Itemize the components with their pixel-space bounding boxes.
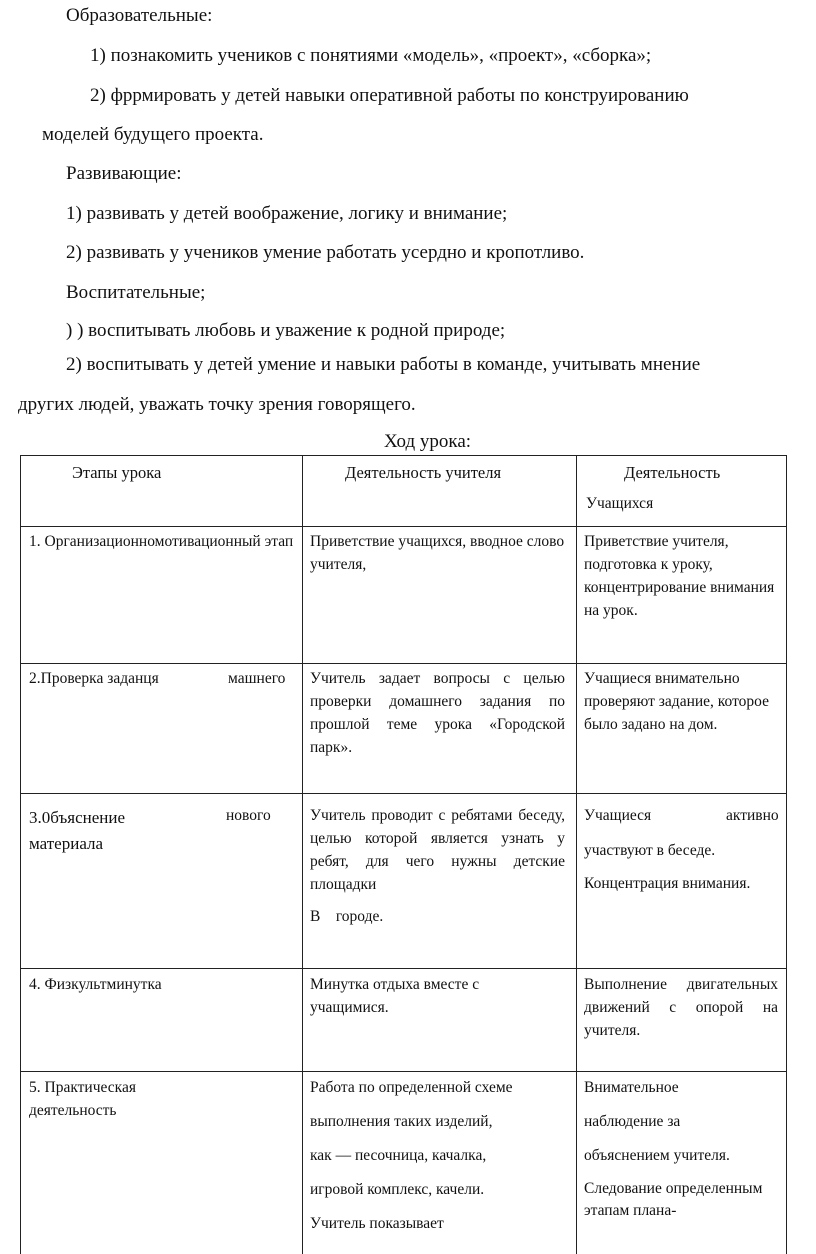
row-1-teacher: Приветствие учащихся, вводное слово учителя, xyxy=(310,533,565,573)
row-5-students-line: объяснением учителя. xyxy=(584,1147,730,1164)
row-5-teacher-line: игровой комплекс, качели. xyxy=(310,1181,485,1198)
row-2-teacher: Учитель задает вопросы с целью проверки домашнего задания по прошлой теме урока «Городской парк». xyxy=(310,670,565,756)
row-3-students-part-3: участвуют в беседе. xyxy=(584,842,716,859)
row-2-stage-part-1: 2.Проверка заданця xyxy=(29,670,159,687)
row-2-stage-part-2: машнего xyxy=(228,670,286,687)
row-1-stage: 1. Организационномотивационный этап xyxy=(29,533,294,550)
header-students-line-2: Учащихся xyxy=(586,495,654,512)
row-3-students-part-2: активно xyxy=(726,807,779,824)
row-divider-4 xyxy=(20,968,787,969)
educational-heading: Образовательные: xyxy=(66,5,213,26)
row-3-stage-part-3: материала xyxy=(29,834,104,853)
table-divider-1 xyxy=(302,455,303,1254)
row-5-teacher-line: Учитель показывает xyxy=(310,1215,444,1232)
table-border-top xyxy=(20,455,787,456)
row-divider-3 xyxy=(20,793,787,794)
row-3-stage-part-1: 3.0бъяснение xyxy=(29,808,126,827)
table-divider-2 xyxy=(576,455,577,1254)
row-5-students-line: Следование определенным этапам плана- xyxy=(584,1180,763,1219)
row-divider-2 xyxy=(20,663,787,664)
row-5-students-line: Внимательное xyxy=(584,1079,679,1096)
educational-item-1: 1) познакомить учеников с понятиями «модель», «проект», «сборка»; xyxy=(90,45,652,66)
row-1-students: Приветствие учителя, подготовка к уроку, концентрирование внимания на урок. xyxy=(584,533,775,619)
developing-item-1: 1) развивать у детей воображение, логику и внимание; xyxy=(66,203,508,224)
row-4-stage: 4. Физкультминутка xyxy=(29,976,162,993)
row-4-students: Выполнение двигательных движений с опорой на учителя. xyxy=(584,976,778,1039)
table-border-right xyxy=(786,455,787,1254)
row-3-teacher-end: В городе. xyxy=(310,908,384,925)
header-teacher: Деятельность учителя xyxy=(345,463,502,482)
row-3-stage-part-2: нового xyxy=(226,807,271,824)
table-border-left xyxy=(20,455,21,1254)
row-4-teacher: Минутка отдыха вместе с учащимися. xyxy=(310,976,480,1016)
row-5-teacher-line: выполнения таких изделий, xyxy=(310,1113,493,1130)
educational-item-2-line-2: моделей будущего проекта. xyxy=(42,124,264,145)
upbringing-item-2-line-2: других людей, уважать точку зрения говорящего. xyxy=(18,394,416,415)
row-5-students-line: наблюдение за xyxy=(584,1113,681,1130)
row-3-teacher: Учитель проводит с ребятами беседу, целью которой является узнать у ребят, для чего нужны детские площадки xyxy=(310,807,565,893)
upbringing-item-2-line-1: 2) воспитывать у детей умение и навыки работы в команде, учитывать мнение xyxy=(66,354,701,375)
lesson-title: Ход урока: xyxy=(384,431,472,452)
row-5-teacher-line: как — песочница, качалка, xyxy=(310,1147,487,1164)
educational-item-2-line-1: 2) фррмировать у детей навыки оперативной работы по конструированию xyxy=(90,85,689,106)
row-divider-5 xyxy=(20,1071,787,1072)
developing-item-2: 2) развивать у учеников умение работать усердно и кропотливо. xyxy=(66,242,585,263)
row-2-students: Учащиеся внимательно проверяют задание, которое было задано на дом. xyxy=(584,670,769,733)
developing-heading: Развивающие: xyxy=(66,163,182,184)
row-divider-1 xyxy=(20,526,787,527)
header-stages: Этапы урока xyxy=(72,463,162,482)
upbringing-heading: Воспитательные; xyxy=(66,282,206,303)
row-3-students-part-1: Учащиеся xyxy=(584,807,652,824)
row-3-students-part-4: Концентрация внимания. xyxy=(584,875,751,892)
lesson-table xyxy=(20,455,787,1254)
row-5-stage: 5. Практическая деятельность xyxy=(29,1079,136,1119)
upbringing-item-1: ) ) воспитывать любовь и уважение к родной природе; xyxy=(66,320,506,341)
header-students-line-1: Деятельность xyxy=(624,463,721,482)
row-5-teacher-line: Работа по определенной схеме xyxy=(310,1079,513,1096)
